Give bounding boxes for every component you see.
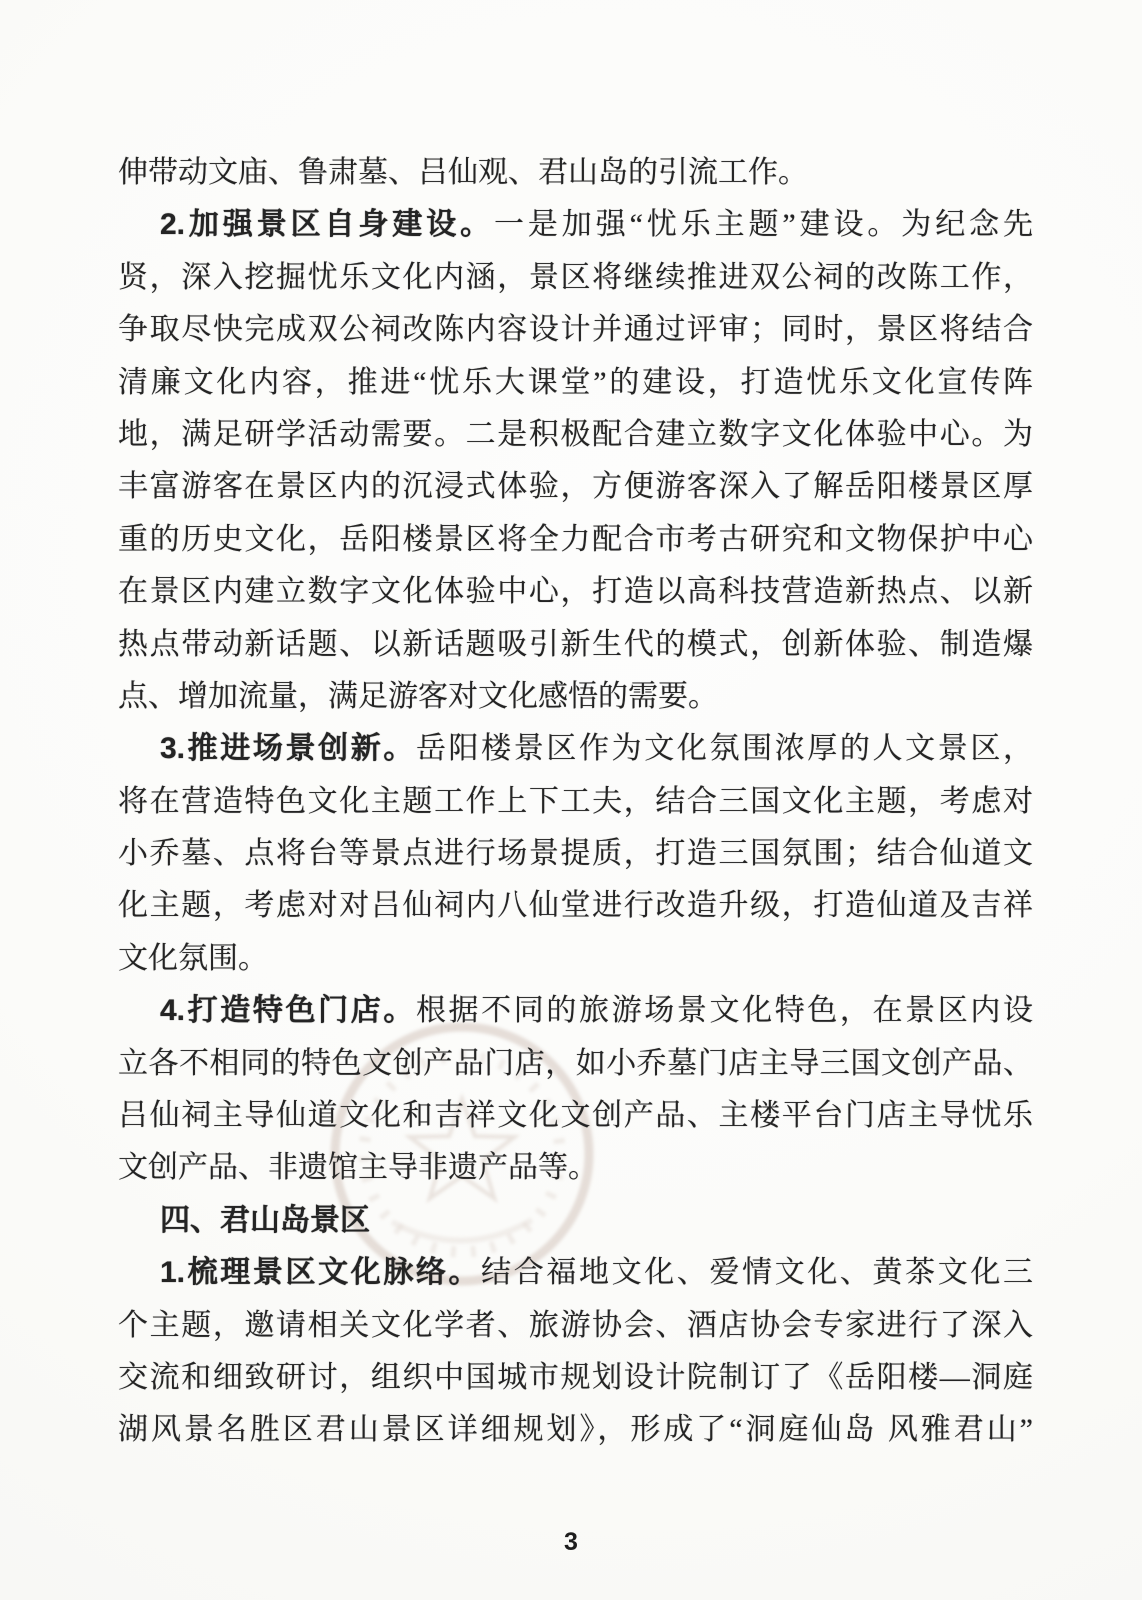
- text-line: [118, 357, 1033, 409]
- heading-segment: 3.推进场景创新。: [160, 732, 416, 766]
- body-text-segment: 丰富游客在景区内的沉浸式体验，方便游客深入了解岳阳楼景区厚: [118, 470, 1033, 504]
- body-text-segment: 小乔墓、点将台等景点进行场景提质，打造三国氛围；结合仙道文: [118, 837, 1033, 871]
- text-line: [118, 985, 1033, 1037]
- text-line: [118, 776, 1033, 828]
- body-text-segment: 重的历史文化，岳阳楼景区将全力配合市考古研究和文物保护中心: [118, 522, 1033, 556]
- body-text-segment: 化主题，考虑对对吕仙祠内八仙堂进行改造升级，打造仙道及吉祥: [118, 889, 1033, 923]
- text-line: [118, 671, 1033, 723]
- body-text-segment: 根据不同的旅游场景文化特色，在景区内设: [415, 994, 1033, 1028]
- heading-segment: 1.梳理景区文化脉络。: [160, 1256, 482, 1290]
- text-line: [118, 1195, 1033, 1247]
- text-line: [118, 199, 1033, 251]
- text-line: [118, 1142, 1033, 1194]
- body-text-segment: 岳阳楼景区作为文化氛围浓厚的人文景区，: [415, 732, 1033, 766]
- text-line: [118, 566, 1033, 618]
- heading-segment: 4.打造特色门店。: [160, 994, 416, 1028]
- body-text-segment: 文创产品、非遗馆主导非遗产品等。: [118, 1151, 598, 1185]
- text-line: [118, 461, 1033, 513]
- body-text-segment: 贤，深入挖掘忧乐文化内涵，景区将继续推进双公祠的改陈工作，: [118, 260, 1033, 294]
- body-text-segment: 吕仙祠主导仙道文化和吉祥文化文创产品、主楼平台门店主导忧乐: [118, 1099, 1033, 1133]
- text-line: [118, 147, 1033, 199]
- body-text-segment: 立各不相同的特色文创产品门店，如小乔墓门店主导三国文创产品、: [118, 1046, 1033, 1080]
- heading-segment: 四、君山岛景区: [160, 1203, 370, 1237]
- text-line: [118, 252, 1033, 304]
- body-text-segment: 热点带动新话题、以新话题吸引新生代的模式，创新体验、制造爆: [118, 627, 1033, 661]
- body-text-segment: 清廉文化内容，推进“忧乐大课堂”的建设，打造忧乐文化宣传阵: [118, 365, 1033, 399]
- body-text-segment: 一是加强“忧乐主题”建设。为纪念先: [494, 208, 1033, 242]
- text-line: [118, 514, 1033, 566]
- text-line: [118, 1090, 1033, 1142]
- body-text-segment: 点、增加流量，满足游客对文化感悟的需要。: [118, 679, 718, 713]
- text-line: [118, 1352, 1033, 1404]
- document-body: [118, 147, 1033, 1457]
- text-line: [118, 619, 1033, 671]
- body-text-segment: 个主题，邀请相关文化学者、旅游协会、酒店协会专家进行了深入: [118, 1308, 1033, 1342]
- heading-segment: 2.加强景区自身建设。: [160, 208, 494, 242]
- text-line: [118, 409, 1033, 461]
- body-text-segment: 将在营造特色文化主题工作上下工夫，结合三国文化主题，考虑对: [118, 784, 1033, 818]
- text-line: [118, 1300, 1033, 1352]
- lines-container: [118, 147, 1033, 1457]
- body-text-segment: 湖风景名胜区君山景区详细规划》，形成了“洞庭仙岛 风雅君山”: [118, 1413, 1033, 1447]
- text-line: [118, 828, 1033, 880]
- text-line: [118, 880, 1033, 932]
- body-text-segment: 交流和细致研讨，组织中国城市规划设计院制订了《岳阳楼—洞庭: [118, 1360, 1033, 1394]
- body-text-segment: 在景区内建立数字文化体验中心，打造以高科技营造新热点、以新: [118, 575, 1033, 609]
- body-text-segment: 结合福地文化、爱情文化、黄茶文化三: [481, 1256, 1033, 1290]
- text-line: [118, 1038, 1033, 1090]
- text-line: [118, 723, 1033, 775]
- text-line: [118, 1404, 1033, 1456]
- text-line: [118, 304, 1033, 356]
- body-text-segment: 争取尽快完成双公祠改陈内容设计并通过评审；同时，景区将结合: [118, 313, 1033, 347]
- body-text-segment: 文化氛围。: [118, 941, 268, 975]
- page-number: 3: [564, 1528, 578, 1556]
- body-text-segment: 地，满足研学活动需要。二是积极配合建立数字文化体验中心。为: [118, 417, 1033, 451]
- body-text-segment: 伸带动文庙、鲁肃墓、吕仙观、君山岛的引流工作。: [118, 156, 808, 189]
- text-line: [118, 1247, 1033, 1299]
- text-line: [118, 933, 1033, 985]
